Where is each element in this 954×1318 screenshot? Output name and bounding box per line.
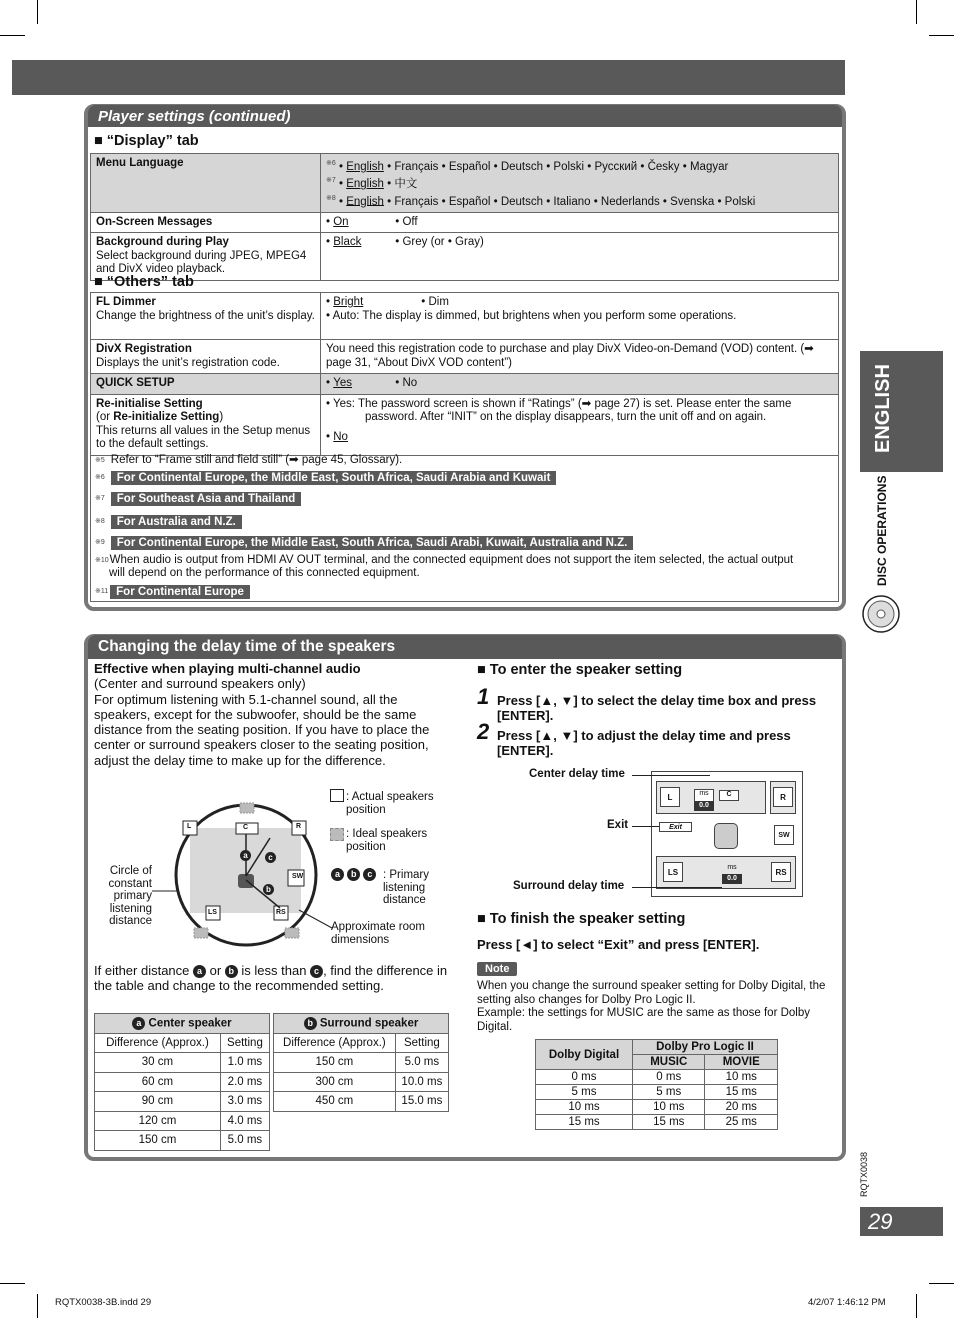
footnote-mark: ※6 (95, 474, 105, 481)
step-number: 1 (477, 684, 490, 709)
table-cell: 60 cm (95, 1072, 221, 1092)
text: ) (219, 411, 224, 423)
setting-options: • Yes: The password screen is shown if “Ratings” (➡ page 27) is set. Please enter the same password. After “INIT” on the display disappears, turn the unit off and on again. • No (321, 394, 839, 455)
actual-speaker-legend-icon (330, 789, 344, 802)
exit-label: Exit (607, 819, 629, 831)
setting-desc: Displays the unit’s registration code. (96, 356, 280, 369)
table-title (95, 1014, 270, 1034)
delay-heading: Changing the delay time of the speakers (88, 635, 842, 659)
column-header: Difference (Approx.) (95, 1033, 221, 1053)
ideal-speaker-rs (285, 928, 299, 938)
surround-delay-label: Surround delay time (513, 880, 625, 892)
default-option: English (346, 178, 384, 191)
if-distance-text (94, 963, 450, 994)
default-option: Black (333, 236, 362, 249)
region-tag: For Continental Europe, the Middle East, South Africa, Saudi Arabia and Kuwait (111, 471, 557, 485)
table-cell: 20 ms (705, 1100, 778, 1115)
table-cell: 0 ms (536, 1070, 633, 1085)
table-cell: 3.0 ms (220, 1092, 269, 1112)
table-title (274, 1014, 449, 1034)
column-header: MOVIE (705, 1055, 778, 1070)
option: • Off (395, 215, 418, 228)
option: Auto: The display is dimmed, but brightens when you perform some operations. (332, 309, 737, 322)
column-header: Dolby Pro Logic II (633, 1040, 778, 1055)
table-cell: 1.0 ms (220, 1053, 269, 1073)
setting-name: DivX Registration (96, 343, 192, 355)
speaker-r-icon: R (773, 787, 793, 807)
setting-name: FL Dimmer (96, 296, 156, 308)
table-cell: 15 ms (705, 1085, 778, 1100)
exit-button[interactable]: Exit (659, 822, 692, 832)
table-cell: 15 ms (536, 1115, 633, 1130)
speaker-setting-screen (651, 771, 803, 897)
table-cell: 300 cm (274, 1072, 396, 1092)
surround-delay-value[interactable]: 0.0 (722, 874, 742, 884)
option-list: • 中文 (387, 178, 418, 191)
intro-text: (Center and surround speakers only) For optimum listening with 5.1-channel sound, all the speakers, except for the subwoofer, should be the same distance from the seating position. If you have to place the center or surround speakers closer to the seating position, adjust the delay time to make up for the difference. (94, 676, 430, 768)
table-row (95, 1131, 270, 1151)
seat-icon (714, 823, 738, 849)
table-cell: 5.0 ms (395, 1053, 448, 1073)
setting-desc: This returns all values in the Setup menus to the default settings. (96, 424, 311, 450)
text: or (206, 963, 225, 978)
footnote-mark: ※8 (326, 194, 336, 202)
region-tag: For Continental Europe (110, 585, 250, 599)
option: No (333, 430, 348, 443)
setting-options: $^{※6}$ • English • Français • Español • Deutsch • Polski • Русский • Česky • Magyar $^{※7}$ • English • 中文 $^{※8}$ • English • Français • Español • Deutsch • Italiano • Nederlands • Svenska • Polski (321, 154, 839, 213)
speaker-label-ls: LS (208, 909, 217, 916)
distance-marker-a: a (240, 850, 251, 861)
table-row (536, 1115, 778, 1130)
table-row (536, 1070, 778, 1085)
speaker-label-c: C (243, 824, 249, 831)
crop-mark (37, 1294, 38, 1318)
default-option: Bright (333, 296, 364, 308)
header-bar (12, 60, 845, 95)
table-row (536, 1085, 778, 1100)
marker-c-icon: c (363, 868, 376, 881)
text: If either distance (94, 963, 193, 978)
table-row (91, 233, 839, 281)
column-header: Setting (395, 1033, 448, 1053)
table-cell: 10 ms (705, 1070, 778, 1085)
step-1: Press [▲, ▼] to select the delay time box and press [ENTER]. (497, 693, 817, 724)
table-cell: 150 cm (274, 1053, 396, 1073)
footnote (95, 454, 402, 467)
enter-setting-title: ■ To enter the speaker setting (477, 662, 683, 678)
table-cell: 2.0 ms (220, 1072, 269, 1092)
table-row (274, 1053, 449, 1073)
table-cell: 5 ms (536, 1085, 633, 1100)
note-label: Note (477, 962, 517, 976)
distance-marker-b: b (263, 884, 274, 895)
table-row (274, 1072, 449, 1092)
disc-icon (861, 594, 901, 634)
table-row (274, 1092, 449, 1112)
footnote-mark: ※10 (95, 557, 109, 564)
text: , find the difference in the table and change to the recommended setting. (94, 963, 448, 994)
column-header: Setting (220, 1033, 269, 1053)
footnote (95, 536, 633, 550)
table-row (95, 1072, 270, 1092)
footer-file: RQTX0038-3B.indd 29 (55, 1297, 152, 1308)
center-speaker-table (94, 1013, 270, 1151)
setting-name: Background during Play (96, 236, 229, 249)
option: • Grey (or • Gray) (395, 236, 484, 249)
option: Yes: The password screen is shown if “Ratings” (➡ page 27) is set. Please enter the same password. After “INIT” on the display disappears, turn the unit off and on again. (333, 397, 792, 423)
speaker-ls-icon: LS (663, 862, 683, 882)
option-list: • Français • Español • Deutsch • Polski • Русский • Česky • Magyar (387, 160, 729, 173)
speaker-l-icon: L (660, 787, 680, 807)
pro-logic-table (535, 1039, 778, 1130)
table-row (95, 1053, 270, 1073)
setting-name: On-Screen Messages (91, 212, 321, 233)
display-tab-title: ■ “Display” tab (94, 133, 199, 149)
footnote-mark: ※8 (95, 518, 105, 525)
setting-options: • Black • Grey (or • Gray) (321, 233, 839, 281)
speaker-label-l: L (187, 823, 192, 830)
footnote-mark: ※7 (95, 495, 105, 502)
disc-operations-label: DISC OPERATIONS (875, 475, 889, 586)
legend-markers (331, 868, 376, 881)
leader-line (299, 910, 332, 928)
crop-mark (37, 0, 38, 24)
speaker-c-icon: C (719, 790, 739, 801)
speaker-label-rs: RS (276, 909, 286, 916)
table-cell: 10.0 ms (395, 1072, 448, 1092)
column-header: MUSIC (633, 1055, 705, 1070)
english-tab-label: ENGLISH (872, 364, 894, 453)
table-cell: 90 cm (95, 1092, 221, 1112)
table-row (91, 394, 839, 455)
ms-label: ms (727, 864, 737, 871)
table-row (536, 1100, 778, 1115)
step-number: 2 (477, 719, 490, 744)
speaker-rs-icon: RS (771, 862, 791, 882)
finish-setting-title: ■ To finish the speaker setting (477, 911, 686, 927)
text: is less than (237, 963, 311, 978)
distance-marker-c: c (265, 852, 276, 863)
marker-b-icon: b (347, 868, 360, 881)
step-2: Press [▲, ▼] to adjust the delay time and press [ENTER]. (497, 728, 791, 759)
seat-icon (238, 874, 254, 888)
marker-a-icon: a (132, 1017, 145, 1030)
speaker-label-r: R (296, 823, 302, 830)
crop-mark (916, 0, 917, 24)
setting-cell (91, 394, 321, 455)
footnote-mark: ※11 (95, 588, 109, 595)
region-tag: For Continental Europe, the Middle East, South Africa, Saudi Arabi, Kuwait, Australia and N.Z. (111, 536, 634, 550)
footnote-mark: ※9 (95, 539, 105, 546)
footnote (95, 585, 250, 599)
default-option: English (346, 195, 384, 208)
table-cell: 120 cm (95, 1111, 221, 1131)
leader-line (632, 887, 722, 888)
setting-name-alt: Re-initialize Setting (113, 411, 220, 423)
table-cell: 450 cm (274, 1092, 396, 1112)
setting-cell (91, 340, 321, 374)
note-text: When you change the surround speaker setting for Dolby Digital, the setting also changes for Dolby Pro Logic II. Example: the settings for MUSIC are the same as those for Dolby Digital. (477, 980, 826, 1033)
ideal-speaker-ls (194, 928, 208, 938)
center-delay-label: Center delay time (529, 768, 625, 780)
setting-cell (91, 293, 321, 340)
footnote-text: When audio is output from HDMI AV OUT terminal, and the connected equipment does not support the item selected, the actual output will depend on the performance of this connected equipment. (109, 554, 794, 579)
column-header: Dolby Digital (536, 1040, 633, 1070)
table-cell: 5 ms (633, 1085, 705, 1100)
text: (or (96, 411, 114, 423)
table-cell: 15.0 ms (395, 1092, 448, 1112)
table-title-text: Surround speaker (319, 1017, 419, 1030)
table-row (91, 340, 839, 374)
default-option: Yes (333, 377, 352, 389)
player-settings-heading: Player settings (continued) (88, 105, 842, 127)
crop-mark (929, 35, 954, 36)
leader-line (632, 775, 710, 776)
marker-b-icon: b (304, 1017, 317, 1030)
footnote-mark: ※5 (95, 457, 105, 464)
marker-a-icon: a (193, 965, 206, 978)
table-title-text: Center speaker (148, 1017, 232, 1030)
crop-mark (0, 35, 25, 36)
legend-primary: : Primary listening distance (383, 869, 429, 906)
column-header: Difference (Approx.) (274, 1033, 396, 1053)
footnote (95, 515, 242, 529)
table-row (91, 154, 839, 213)
table-row (91, 212, 839, 233)
display-table (90, 153, 839, 281)
legend-ideal: : Ideal speakers position (346, 828, 428, 853)
region-tag: For Southeast Asia and Thailand (111, 492, 302, 506)
table-row (91, 293, 839, 340)
region-tag: For Australia and N.Z. (111, 515, 242, 529)
setting-options: • On • Off (321, 212, 839, 233)
setting-options: • Bright • Dim • Auto: The display is dimmed, but brightens when you perform some operations. (321, 293, 839, 340)
table-row (91, 374, 839, 395)
legend-actual: : Actual speakers position (346, 791, 434, 816)
effective-title: Effective when playing multi-channel audio (94, 661, 361, 676)
crop-mark (916, 1294, 917, 1318)
footnote-mark: ※7 (326, 177, 336, 185)
table-row (95, 1092, 270, 1112)
table-cell: 150 cm (95, 1131, 221, 1151)
table-cell: 0 ms (633, 1070, 705, 1085)
setting-options: • Yes • No (321, 374, 839, 395)
crop-mark (0, 1283, 25, 1284)
speaker-label-sw: SW (292, 873, 304, 880)
option: • Dim (421, 296, 449, 308)
footnote-mark: ※6 (326, 160, 336, 167)
marker-c-icon: c (310, 965, 323, 978)
setting-name: QUICK SETUP (91, 374, 321, 395)
table-row (95, 1111, 270, 1131)
table-cell: 5.0 ms (220, 1131, 269, 1151)
speaker-sw-icon: SW (774, 825, 794, 845)
setting-desc: You need this registration code to purchase and play DivX Video-on-Demand (VOD) content. (➡ page 31, “About DivX VOD content”) (321, 340, 839, 374)
table-cell: 4.0 ms (220, 1111, 269, 1131)
setting-desc: Change the brightness of the unit’s display. (96, 309, 315, 322)
others-tab-title: ■ “Others” tab (94, 274, 194, 290)
room-label: Approximate room dimensions (331, 921, 425, 946)
setting-name: Re-initialise Setting (96, 397, 203, 410)
setting-name: Menu Language (91, 154, 321, 213)
table-cell: 10 ms (633, 1100, 705, 1115)
footnote-text: Refer to “Frame still and field still” (➡ page 45, Glossary). (110, 454, 403, 466)
footnote (95, 492, 301, 506)
table-cell: 30 cm (95, 1053, 221, 1073)
ideal-speaker-c (240, 803, 254, 813)
circle-label: Circle of constant primary listening distance (108, 865, 152, 927)
ms-label: ms (694, 789, 714, 804)
surround-speaker-table (273, 1013, 449, 1112)
table-cell: 10 ms (536, 1100, 633, 1115)
footnote (95, 471, 556, 485)
footnote (95, 554, 807, 580)
crop-mark (929, 1283, 954, 1284)
finish-step: Press [◄] to select “Exit” and press [ENTER]. (477, 937, 760, 952)
table-cell: 25 ms (705, 1115, 778, 1130)
default-option: English (346, 160, 384, 173)
center-delay-value[interactable]: 0.0 (694, 801, 714, 811)
leader-line (632, 826, 659, 827)
ideal-speaker-legend-icon (330, 828, 344, 841)
others-table (90, 292, 839, 456)
setting-desc: Select background during JPEG, MPEG4 and DivX video playback. (96, 249, 307, 276)
marker-b-icon: b (225, 965, 238, 978)
option: • No (395, 377, 418, 389)
document-code: RQTX0038 (859, 1151, 869, 1197)
page-number: 29 (860, 1207, 943, 1236)
table-cell: 15 ms (633, 1115, 705, 1130)
option-list: • Français • Español • Deutsch • Italiano • Nederlands • Svenska • Polski (387, 195, 756, 208)
default-option: On (333, 215, 349, 228)
footer-timestamp: 4/2/07 1:46:12 PM (808, 1297, 886, 1308)
marker-a-icon: a (331, 868, 344, 881)
